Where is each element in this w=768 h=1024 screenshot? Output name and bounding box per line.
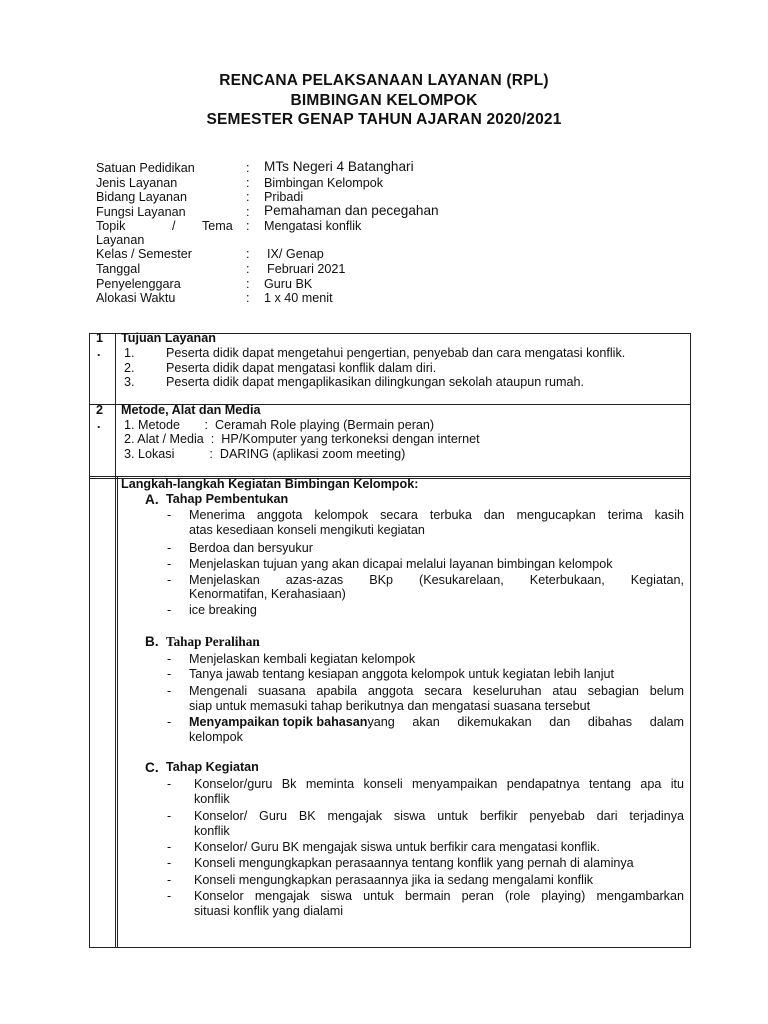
dash: - [167, 667, 172, 681]
info-value: Pemahaman dan pecegahan [264, 203, 439, 218]
list-item: Peserta didik dapat mengaplikasikan dilingkungan sekolah ataupun rumah. [166, 375, 584, 389]
info-value: MTs Negeri 4 Batanghari [264, 159, 414, 174]
dash: - [167, 840, 172, 854]
list-item: Menerima anggota kelompok secara terbuka dan mengucapkan terima kasih [189, 508, 684, 522]
list-item: Konselor/ Guru BK mengajak siswa untuk berfikir penyebab dari terjadinya [194, 809, 684, 823]
list-item: Menjelaskan tujuan yang akan dicapai melalui layanan bimbingan kelompok [189, 557, 613, 571]
info-key: Penyelenggara [96, 277, 181, 291]
dash: - [167, 652, 172, 666]
info-colon: : [246, 277, 250, 291]
list-item: Menjelaskan kembali kegiatan kelompok [189, 652, 416, 666]
list-item: Konseli mengungkapkan perasaannya tentang konflik yang pernah di alaminya [194, 856, 634, 870]
stage-letter: C. [145, 760, 159, 775]
info-colon: : [246, 262, 250, 276]
info-key-topik: Topik [96, 219, 126, 233]
list-number: 1. [124, 346, 135, 360]
section-heading-langkah: Langkah-langkah Kegiatan Bimbingan Kelompok: [121, 477, 419, 491]
info-value: Bimbingan Kelompok [264, 176, 384, 190]
list-item: Mengenali suasana apabila anggota secara keseluruhan atau sebagian belum [189, 684, 684, 698]
list-item: Konselor mengajak siswa untuk bermain peran (role playing) mengambarkan [194, 889, 684, 903]
list-item: ice breaking [189, 603, 257, 617]
stage-title-pembentukan: Tahap Pembentukan [166, 492, 289, 506]
info-key: Tanggal [96, 262, 141, 276]
list-item [189, 715, 684, 730]
info-key-tema: Tema [202, 219, 233, 233]
list-item-cont: siap untuk memasuki tahap berikutnya dan mengatasi suasana tersebut [189, 699, 591, 713]
info-key: Bidang Layanan [96, 190, 188, 204]
info-colon: : [246, 205, 250, 219]
info-colon: : [246, 219, 250, 233]
dash: - [167, 557, 172, 571]
list-item-cont: kelompok [189, 730, 243, 744]
list-item-cont: konflik [194, 792, 230, 806]
info-colon: : [246, 291, 250, 305]
info-key: Satuan Pedidikan [96, 161, 195, 175]
list-item: Peserta didik dapat mengetahui pengertian, penyebab dan cara mengatasi konflik. [166, 346, 626, 360]
section-heading-tujuan: Tujuan Layanan [121, 331, 216, 345]
list-item: Konselor/guru Bk meminta konseli menyampaikan pendapatnya tentang apa itu [194, 777, 684, 791]
info-value: Pribadi [264, 190, 304, 204]
method-item: 3. Lokasi : DARING (aplikasi zoom meeting) [124, 447, 406, 461]
stage-title-kegiatan: Tahap Kegiatan [166, 760, 259, 774]
method-item: 1. Metode : Ceramah Role playing (Bermain peran) [124, 418, 435, 432]
stage-title-peralihan: Tahap Peralihan [166, 634, 260, 649]
info-colon: : [246, 247, 250, 261]
dash: - [167, 508, 172, 522]
method-item: 2. Alat / Media : HP/Komputer yang terkoneksi dengan internet [124, 432, 480, 446]
info-colon: : [246, 176, 250, 190]
info-colon: : [246, 161, 250, 175]
info-value: 1 x 40 menit [264, 291, 333, 305]
dash: - [167, 889, 172, 903]
dash: - [167, 541, 172, 555]
section-number-dot: . [97, 345, 101, 359]
list-item: Menjelaskan azas-azas BKp (Kesukarelaan, Keterbukaan, Kegiatan, [189, 573, 684, 587]
dash: - [167, 856, 172, 870]
list-item-cont: situasi konflik yang dialami [194, 904, 344, 918]
list-item: Peserta didik dapat mengatasi konflik dalam diri. [166, 361, 437, 375]
info-value: Guru BK [264, 277, 313, 291]
stage-letter: B. [145, 634, 159, 649]
list-item: Tanya jawab tentang kesiapan anggota kelompok untuk kegiatan lebih lanjut [189, 667, 614, 681]
list-item-cont: atas kesediaan konseli mengikuti kegiatan [189, 523, 425, 537]
section-number: 1 [96, 331, 104, 345]
list-number: 3. [124, 375, 135, 389]
info-key: Kelas / Semester [96, 247, 192, 261]
dash: - [167, 777, 172, 791]
section-number: 2 [96, 403, 104, 417]
info-key: Fungsi Layanan [96, 205, 186, 219]
info-key: Alokasi Waktu [96, 291, 176, 305]
doc-title-line1: RENCANA PELAKSANAAN LAYANAN (RPL) [219, 72, 549, 89]
doc-title-line3: SEMESTER GENAP TAHUN AJARAN 2020/2021 [206, 111, 562, 128]
info-key-slash: / [172, 219, 176, 233]
info-value: IX/ Genap [267, 247, 324, 261]
dash: - [167, 603, 172, 617]
dash: - [167, 684, 172, 698]
list-item: Konselor/ Guru BK mengajak siswa untuk berfikir cara mengatasi konflik. [194, 840, 600, 854]
emphasis: Menyampaikan topik bahasan [189, 715, 368, 729]
list-item-cont: konflik [194, 824, 230, 838]
list-item-rest: yang akan dikemukakan dan dibahas dalam [367, 715, 684, 729]
info-key-layanan: Layanan [96, 233, 145, 247]
dash: - [167, 873, 172, 887]
table-col-divider [115, 333, 116, 947]
table-col-divider-inner [117, 477, 118, 947]
list-item-cont: Kenormatifan, Kerahasiaan) [189, 587, 346, 601]
dash: - [167, 573, 172, 587]
doc-title-line2: BIMBINGAN KELOMPOK [290, 92, 478, 109]
section-number-dot: . [97, 417, 101, 431]
list-number: 2. [124, 361, 135, 375]
info-value: Mengatasi konflik [264, 219, 362, 233]
info-colon: : [246, 190, 250, 204]
section-heading-metode: Metode, Alat dan Media [121, 403, 261, 417]
dash: - [167, 809, 172, 823]
info-value: Februari 2021 [267, 262, 346, 276]
dash: - [167, 715, 172, 729]
list-item: Berdoa dan bersyukur [189, 541, 313, 555]
info-key: Jenis Layanan [96, 176, 178, 190]
list-item: Konseli mengungkapkan perasaannya jika ia sedang mengalami konflik [194, 873, 594, 887]
stage-letter: A. [145, 492, 159, 507]
